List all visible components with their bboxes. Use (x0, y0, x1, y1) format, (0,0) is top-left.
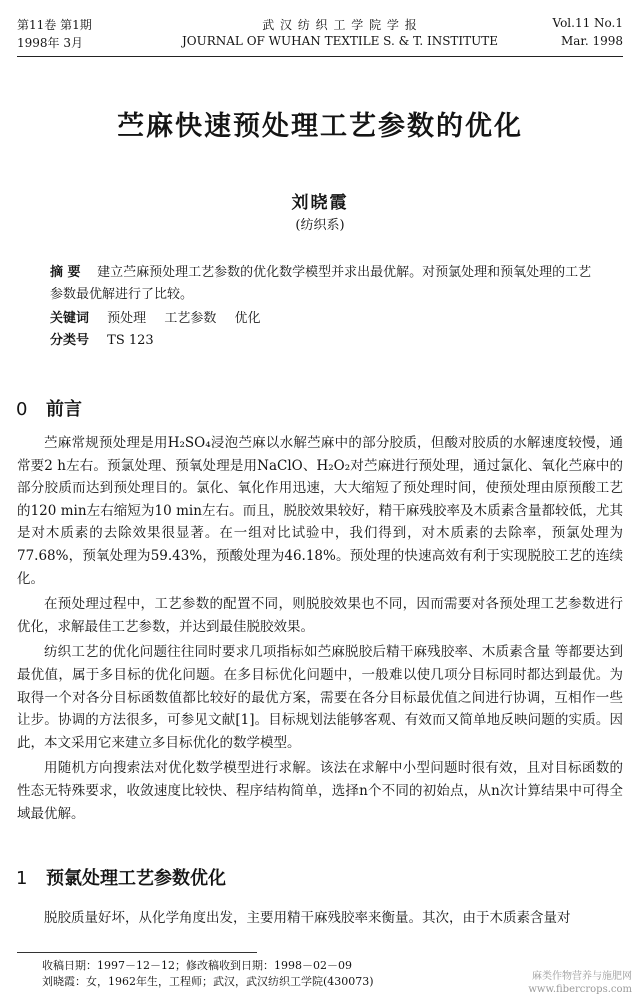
footnote-received-date: 收稿日期：1997－12－12；修改稿收到日期：1998－02－09 (42, 959, 352, 972)
keywords-label: 关键词 (50, 311, 90, 326)
author-affiliation: (纺织系) (295, 218, 345, 233)
keyword: 预处理 (107, 311, 147, 326)
section-title: 预氯处理工艺参数优化 (46, 868, 226, 889)
section-1-body (17, 907, 623, 933)
classification-label: 分类号 (50, 333, 90, 348)
article-title: 苎麻快速预处理工艺参数的优化 (117, 111, 523, 142)
section-heading-0 (16, 395, 82, 421)
journal-name-en: JOURNAL OF WUHAN TEXTILE S. & T. INSTITUTE (181, 34, 499, 48)
journal-header (17, 10, 623, 58)
header-rule (17, 56, 623, 57)
date-en: Mar. 1998 (560, 34, 623, 48)
footnote-author-info: 刘晓霞：女，1962年生，工程师；武汉，武汉纺织工学院(430073) (42, 975, 374, 988)
watermark-line: www.fibercrops.com (528, 984, 632, 995)
author-name: 刘晓霞 (291, 193, 349, 213)
abstract-label: 摘 要 (50, 265, 81, 280)
date-cn: 1998年 3月 (17, 36, 83, 50)
abstract (50, 262, 600, 306)
paragraph: 纺织工艺的优化问题往往同时要求几项指标如苎麻脱胶后精干麻残胶率、木质素含量 等都要达到最优值，属于多目标的优化问题。在多目标优化问题中，一般难以使几项分目标同时都达到最优。为取得一个对各分目标函数值都比较好的最优方案，需要在各分目标最优值之间进行协调，互相作一些让步。协调的方法很多，可参见文献[1]。目标规划法能够客观、有效而又简单地反映问题的实质。因此，本文采用它来建立多目标优化的数学模型。 (17, 644, 623, 751)
abstract-text: 建立苎麻预处理工艺参数的优化数学模型并求出最优解。对预氯处理和预氧处理的工艺参数最优解进行了比较。 (50, 265, 592, 302)
paragraph: 苎麻常规预处理是用H₂SO₄浸泡苎麻以水解苎麻中的部分胶质，但酸对胶质的水解速度较慢，通常要2 h左右。预氯处理、预氧处理是用NaClO、H₂O₂对苎麻进行预处理，通过氯化、氧化苎麻中的部分胶质而达到预处理目的。氯化、氧化作用迅速，大大缩短了预处理时间，使预处理由原预酸工艺的120 min左右缩短为10 min左右。而且，脱胶效果较好，精干麻残胶率及木质素含量都较低，尤其是对木质素的去除效果很显著。在一组对比试验中，我们得到，对木质素的去除率，预氯处理为77.68%，预氧处理为59.43%，预酸处理为46.18%。预处理的快速高效有利于实现脱胶工艺的连续化。 (17, 435, 623, 587)
section-number: 1 (16, 868, 28, 889)
volume-issue-en: Vol.11 No.1 (552, 16, 623, 30)
paragraph: 脱胶质量好坏，从化学角度出发，主要用精干麻残胶率来衡量。其次，由于木质素含量对 (44, 910, 571, 926)
classification-line (50, 330, 600, 352)
keywords-line (50, 308, 600, 330)
footnote-rule (17, 952, 257, 953)
classification-value: TS 123 (107, 333, 154, 348)
keyword: 优化 (234, 311, 261, 326)
section-heading-1 (16, 864, 226, 890)
journal-name-cn: 武 汉 纺 织 工 学 院 学 报 (262, 18, 418, 32)
section-title: 前言 (46, 399, 82, 420)
section-number: 0 (16, 399, 28, 420)
paragraph: 在预处理过程中，工艺参数的配置不同，则脱胶效果也不同，因而需要对各预处理工艺参数进行优化，求解最佳工艺参数，并达到最佳脱胶效果。 (17, 596, 623, 635)
site-watermark (528, 970, 632, 996)
volume-issue-cn: 第11卷 第1期 (17, 18, 92, 32)
paragraph: 用随机方向搜索法对优化数学模型进行求解。该法在求解中小型问题时很有效，且对目标函数的性态无特殊要求，收敛速度比较快、程序结构简单，选择n个不同的初始点，从n次计算结果中可得全域最优解。 (17, 760, 623, 822)
keyword: 工艺参数 (164, 311, 217, 326)
watermark-line: 麻类作物营养与施肥网 (532, 971, 632, 982)
section-0-body (17, 432, 623, 828)
